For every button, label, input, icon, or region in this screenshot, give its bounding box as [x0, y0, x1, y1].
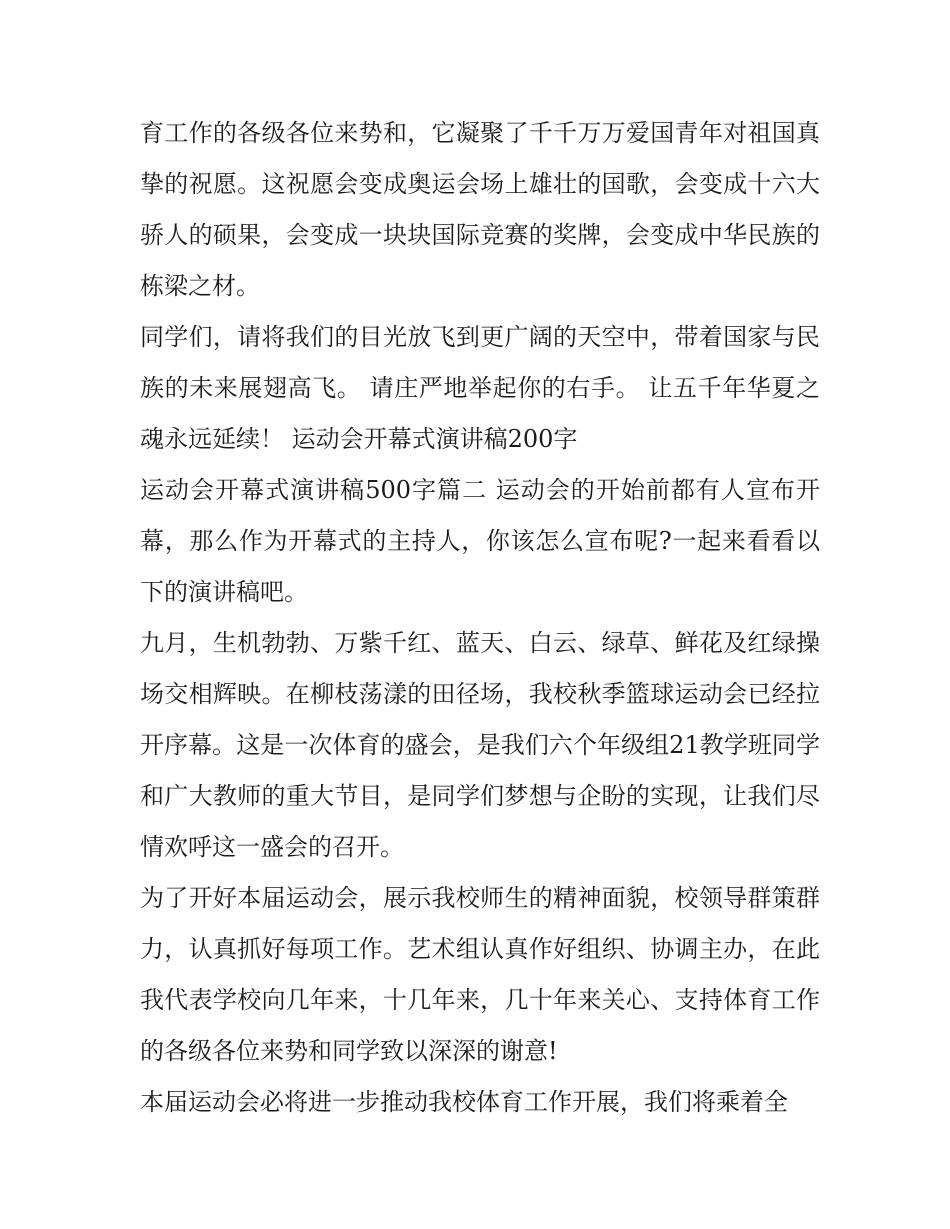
paragraph: 育工作的各级各位来势和，它凝聚了千千万万爱国青年对祖国真挚的祝愿。这祝愿会变成奥运会场上雄壮的国歌，会变成十六大骄人的硕果，会变成一块块国际竞赛的奖牌，会变成中华民族的栋梁之材。 [140, 119, 820, 300]
paragraph: 运动会开幕式演讲稿500字篇二 运动会的开始前都有人宣布开幕，那么作为开幕式的主持人，你该怎么宣布呢?一起来看看以下的演讲稿吧。 [140, 476, 820, 606]
paragraph: 为了开好本届运动会，展示我校师生的精神面貌，校领导群策群力，认真抓好每项工作。艺术组认真作好组织、协调主办，在此我代表学校向几年来，十几年来，几十年来关心、支持体育工作的各级各位来势和同学致以深深的谢意! [140, 884, 820, 1065]
paragraph: 同学们，请将我们的目光放飞到更广阔的天空中，带着国家与民族的未来展翅高飞。 请庄严地举起你的右手。 让五千年华夏之魂永远延续！ 运动会开幕式演讲稿200字 [140, 323, 820, 453]
paragraph: 本届运动会必将进一步推动我校体育工作开展，我们将乘着全 [140, 1088, 788, 1116]
paragraph: 九月，生机勃勃、万紫千红、蓝天、白云、绿草、鲜花及红绿操场交相辉映。在柳枝荡漾的田径场，我校秋季篮球运动会已经拉开序幕。这是一次体育的盛会，是我们六个年级组21教学班同学和广大教师的重大节目，是同学们梦想与企盼的实现，让我们尽情欢呼这一盛会的召开。 [140, 629, 820, 861]
document-body [140, 108, 820, 1128]
